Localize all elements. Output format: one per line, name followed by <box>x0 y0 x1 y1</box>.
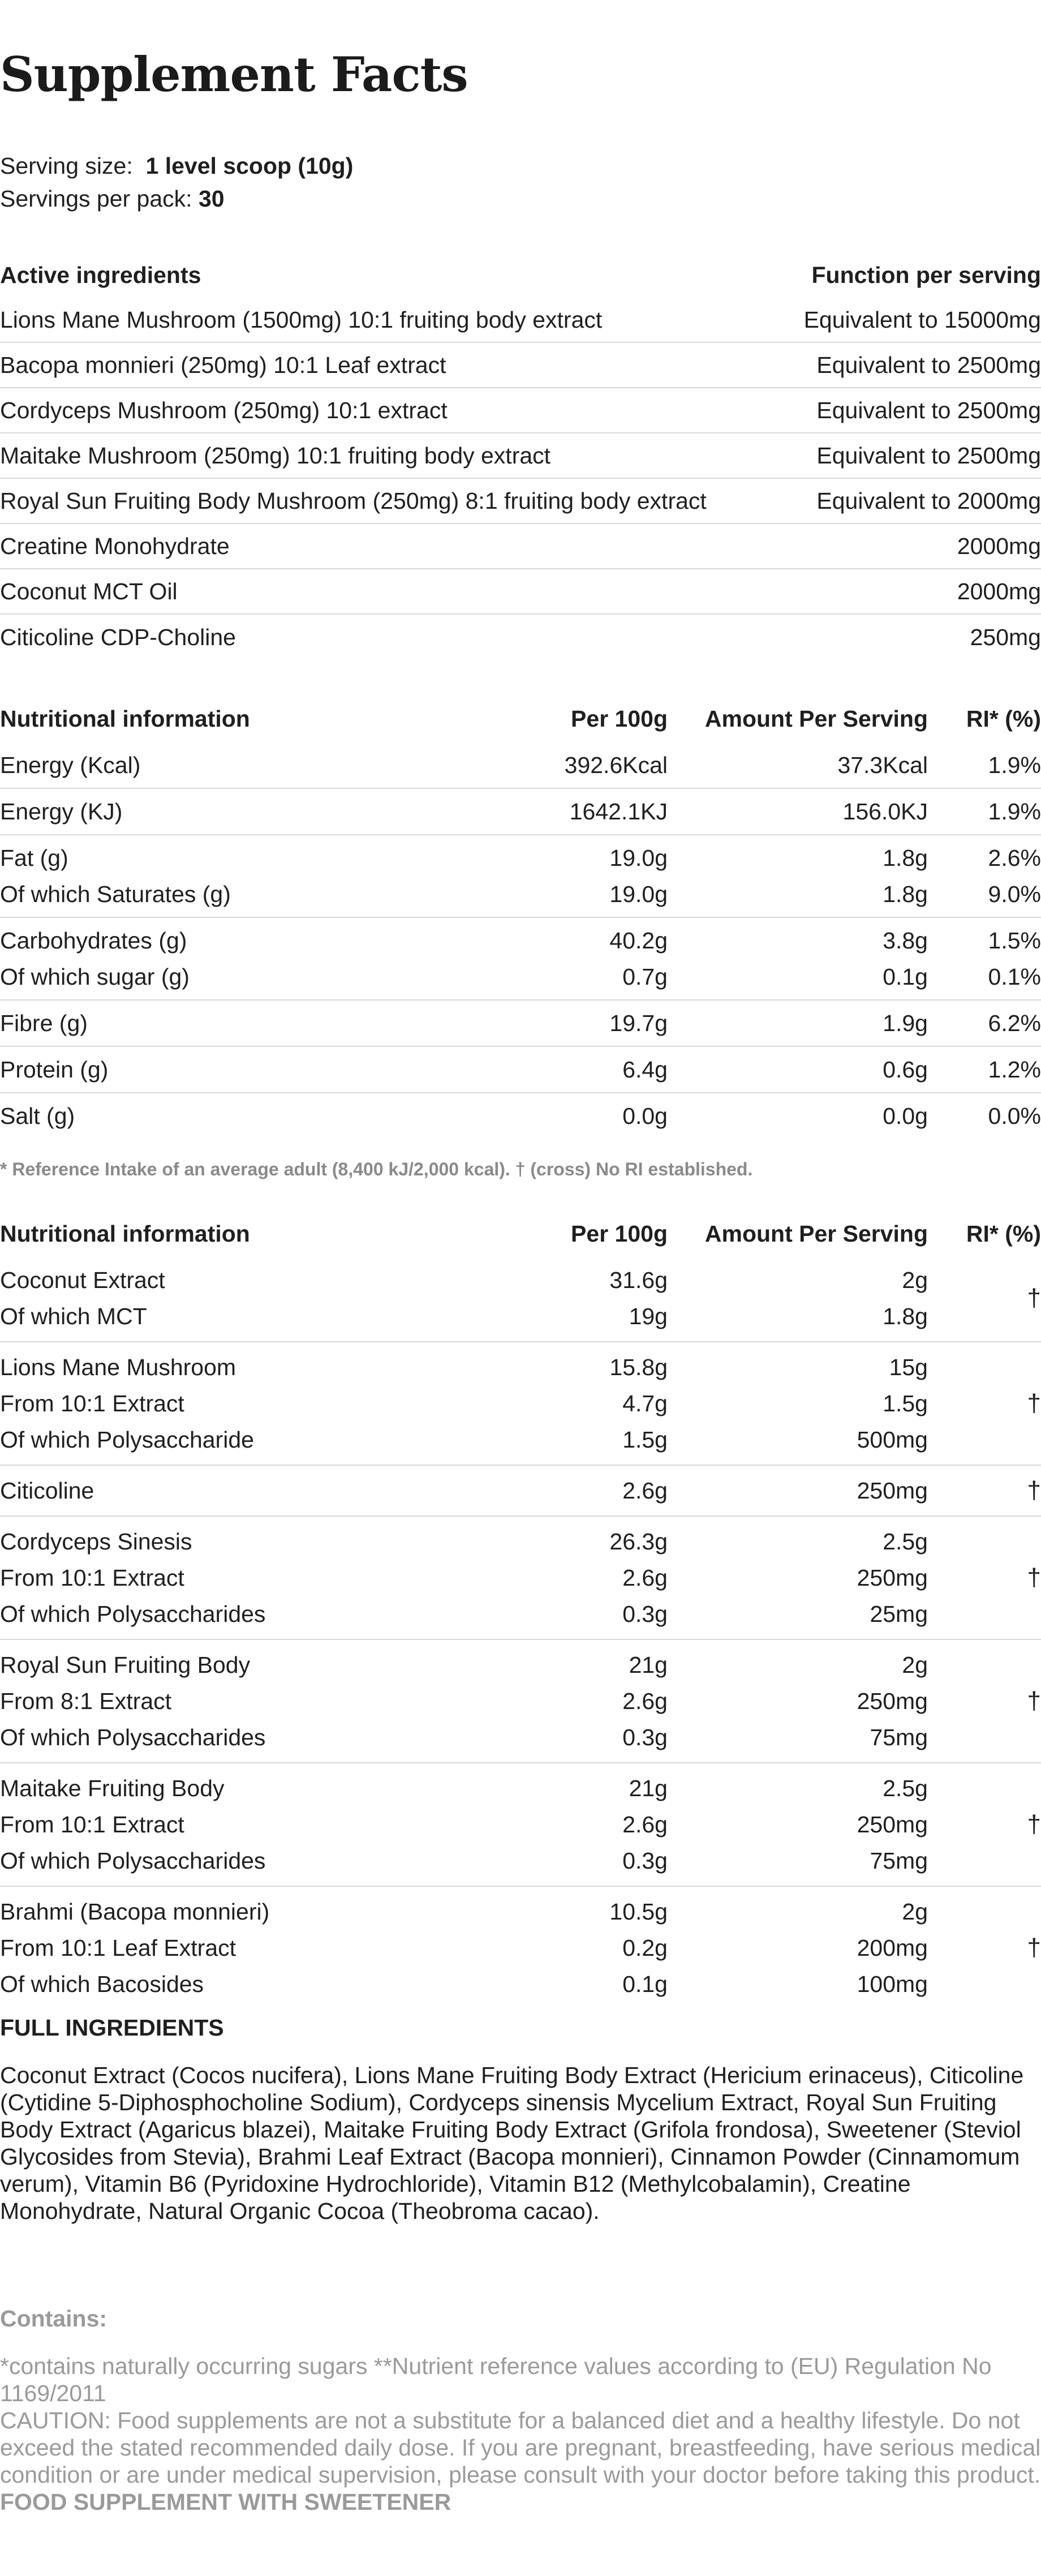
no-ri-dagger: † <box>1027 1476 1041 1504</box>
nutrition-row-group <box>0 1255 1041 1342</box>
nutrition-row <box>0 1683 1041 1719</box>
ingredient-name: Of which Polysaccharide <box>0 1426 254 1453</box>
no-ri-dagger: † <box>1027 1389 1041 1417</box>
no-ri-dagger: † <box>1027 1934 1041 1961</box>
ingredient-name: Lions Mane Mushroom (1500mg) 10:1 fruiting body extract <box>0 306 603 333</box>
nutrition-row <box>0 1806 1041 1843</box>
per-100g-value: 2.6g <box>622 1477 668 1504</box>
per-100g-value: 0.2g <box>622 1934 668 1961</box>
nutrition-row-group <box>0 1093 1041 1139</box>
nutrient-name: Energy (KJ) <box>0 798 123 825</box>
per-serving-value: 0.0g <box>883 1102 928 1129</box>
page-title: Supplement Facts <box>0 46 468 102</box>
per-100g-value: 1.5g <box>622 1426 668 1453</box>
ingredient-name: Maitake Fruiting Body <box>0 1775 225 1801</box>
per-100g-value: 19g <box>629 1303 668 1329</box>
ingredient-name: Royal Sun Fruiting Body Mushroom (250mg) 8:1 fruiting body extract <box>0 487 707 514</box>
ingredient-name: From 8:1 Extract <box>0 1688 172 1714</box>
per-100g-value: 26.3g <box>609 1528 668 1555</box>
ingredient-function: 250mg <box>970 624 1041 650</box>
contains-heading: Contains: <box>0 2305 107 2332</box>
nutrition-row <box>0 1005 1041 1041</box>
nutrient-name: Fat (g) <box>0 844 68 871</box>
no-ri-dagger: † <box>1027 1810 1041 1838</box>
per-serving-value: 1.9g <box>883 1010 928 1036</box>
per-serving-value: 0.1g <box>883 963 928 990</box>
nutrition-table-1-rows <box>0 742 1041 1139</box>
nutrition-row <box>0 922 1041 959</box>
per-serving-value: 37.3Kcal <box>837 752 928 778</box>
nutrition-row-group <box>0 1887 1041 2009</box>
active-ingredient-row <box>0 479 1041 524</box>
nutrition-row-group <box>0 918 1041 1001</box>
nutrition-row <box>0 959 1041 995</box>
nutrition-table-2-rows <box>0 1255 1041 2009</box>
nutrition-row <box>0 1930 1041 1966</box>
nutrition-row <box>0 1051 1041 1088</box>
no-ri-dagger: † <box>1027 1564 1041 1591</box>
nutrition-row <box>0 1349 1041 1385</box>
per-100g-value: 392.6Kcal <box>564 752 668 778</box>
nutrition-heading: Nutritional information <box>0 1220 250 1247</box>
nutrition-row <box>0 1966 1041 2002</box>
serving-size-value: 1 level scoop (10g) <box>145 153 354 179</box>
ingredient-name: Cordyceps Mushroom (250mg) 10:1 extract <box>0 397 448 423</box>
per-100g-value: 0.3g <box>622 1600 668 1627</box>
active-ingredient-row <box>0 343 1041 388</box>
nutrition-row <box>0 1560 1041 1596</box>
per-serving-value: 15g <box>889 1354 928 1380</box>
ingredient-name: From 10:1 Extract <box>0 1811 184 1837</box>
nutrient-name: Fibre (g) <box>0 1010 88 1036</box>
ingredient-name: Citicoline <box>0 1477 94 1504</box>
ri-value: 2.6% <box>988 844 1041 871</box>
ingredient-name: From 10:1 Extract <box>0 1564 184 1591</box>
per-100g-value: 15.8g <box>609 1354 668 1380</box>
ingredient-function: Equivalent to 15000mg <box>803 306 1041 333</box>
servings-per-pack <box>0 182 353 215</box>
ri-heading: RI* (%) <box>966 1220 1041 1247</box>
per-100g-value: 0.3g <box>622 1847 668 1874</box>
ri-value: 1.9% <box>988 798 1041 825</box>
ingredient-function: Equivalent to 2500mg <box>816 442 1041 469</box>
per-serving-value: 500mg <box>857 1426 928 1453</box>
nutrition-row <box>0 1385 1041 1422</box>
nutrition-heading: Nutritional information <box>0 705 250 732</box>
ingredient-function: Equivalent to 2500mg <box>816 351 1041 378</box>
per-100g-value: 40.2g <box>609 927 668 954</box>
per-serving-value: 3.8g <box>883 927 928 954</box>
ingredient-function: Equivalent to 2000mg <box>816 487 1041 514</box>
ri-value: 0.1% <box>988 963 1041 990</box>
ingredient-name: Of which Polysaccharides <box>0 1600 266 1627</box>
serving-size <box>0 149 353 182</box>
ri-value: 0.0% <box>988 1102 1041 1129</box>
nutrition-row <box>0 1647 1041 1683</box>
per-serving-value: 75mg <box>870 1847 928 1874</box>
per-serving-value: 250mg <box>857 1688 928 1714</box>
per-serving-value: 1.8g <box>883 1303 928 1329</box>
ingredient-name: Coconut Extract <box>0 1266 165 1293</box>
per-serving-value: 100mg <box>857 1970 928 1997</box>
nutrition-row-group <box>0 1640 1041 1763</box>
ingredient-name: Cordyceps Sinesis <box>0 1528 192 1555</box>
per-100g-value: 2.6g <box>622 1564 668 1591</box>
nutrition-table-1-header <box>0 702 1041 736</box>
nutrient-name: Of which Saturates (g) <box>0 881 231 907</box>
ingredient-function: Equivalent to 2500mg <box>816 397 1041 423</box>
per-100g-heading: Per 100g <box>571 1220 668 1247</box>
caution-body: CAUTION: Food supplements are not a substitute for a balanced diet and a healthy lifestyle. Do not exceed the stated recommended daily dose. If you are pregnant, breastfeeding, have serious medical condition or are under medical supervision, please consult with your doctor before taking this product. <box>0 2407 1041 2488</box>
serving-info <box>0 149 353 215</box>
nutrition-row <box>0 747 1041 783</box>
ri-value: 9.0% <box>988 881 1041 907</box>
nutrition-row-group <box>0 1342 1041 1466</box>
per-serving-value: 200mg <box>857 1934 928 1961</box>
nutrition-row <box>0 1523 1041 1560</box>
per-100g-value: 10.5g <box>609 1898 668 1925</box>
per-serving-value: 250mg <box>857 1811 928 1837</box>
per-100g-value: 0.3g <box>622 1724 668 1750</box>
ingredient-name: Citicoline CDP-Choline <box>0 624 236 650</box>
active-ingredient-row <box>0 569 1041 615</box>
nutrition-row-group <box>0 835 1041 918</box>
nutrition-table-1 <box>0 702 1041 1180</box>
ri-value: 1.5% <box>988 927 1041 954</box>
amount-per-serving-heading: Amount Per Serving <box>704 1220 928 1247</box>
nutrition-row <box>0 1098 1041 1134</box>
ingredient-name: Of which MCT <box>0 1303 147 1329</box>
nutrition-row <box>0 1596 1041 1632</box>
sugar-notes: *contains naturally occurring sugars **Nutrient reference values according to (EU) Regulation No 1169/2011 <box>0 2353 992 2406</box>
nutrition-row-group <box>0 1047 1041 1093</box>
per-serving-value: 250mg <box>857 1477 928 1504</box>
serving-size-label: Serving size: <box>0 153 133 179</box>
per-serving-value: 25mg <box>870 1600 928 1627</box>
nutrition-table-2-header <box>0 1217 1041 1251</box>
active-ingredients-header <box>0 258 1041 292</box>
per-100g-value: 21g <box>629 1651 668 1678</box>
active-ingredient-rows <box>0 298 1041 660</box>
ingredient-name: Of which Polysaccharides <box>0 1847 266 1874</box>
per-serving-value: 0.6g <box>883 1056 928 1083</box>
per-serving-value: 1.5g <box>883 1390 928 1416</box>
per-100g-value: 19.7g <box>609 1010 668 1036</box>
reference-intake-footnote: * Reference Intake of an average adult (8,400 kJ/2,000 kcal). † (cross) No RI established. <box>0 1159 753 1179</box>
nutrition-row <box>0 793 1041 830</box>
active-ingredient-row <box>0 615 1041 660</box>
per-100g-value: 19.0g <box>609 881 668 907</box>
nutrition-row <box>0 1262 1041 1298</box>
ingredient-name: Coconut MCT Oil <box>0 578 178 604</box>
active-ingredients-heading: Active ingredients <box>0 261 201 288</box>
ri-heading: RI* (%) <box>966 705 1041 732</box>
per-100g-value: 0.7g <box>622 963 668 990</box>
ingredient-name: Bacopa monnieri (250mg) 10:1 Leaf extract <box>0 351 446 378</box>
per-serving-value: 2g <box>902 1266 928 1293</box>
per-100g-value: 0.1g <box>622 1970 668 1997</box>
per-serving-value: 2g <box>902 1898 928 1925</box>
full-ingredients-text: Coconut Extract (Cocos nucifera), Lions Mane Fruiting Body Extract (Hericium erinaceus), Citicoline (Cytidine 5-Diphosphocholine Sodium), Cordyceps sinensis Mycelium Extract, Royal Sun Fruiting Body Extract (Agaricus blazei), Maitake Fruiting Body Extract (Grifola frondosa), Sweetener (Steviol Glycosides from Stevia), Brahmi Leaf Extract (Bacopa monnieri), Cinnamon Powder (Cinnamomum verum), Vitamin B6 (Pyridoxine Hydrochloride), Vitamin B12 (Methylcobalamin), Creatine Monohydrate, Natural Organic Cocoa (Theobroma cacao). <box>0 2062 1024 2224</box>
contains-section <box>0 2305 1041 2515</box>
active-ingredient-row <box>0 524 1041 569</box>
active-ingredient-row <box>0 298 1041 343</box>
nutrition-row <box>0 1894 1041 1930</box>
nutrient-name: Protein (g) <box>0 1056 109 1083</box>
nutrition-table-2 <box>0 1217 1041 2009</box>
nutrient-name: Salt (g) <box>0 1102 75 1129</box>
ri-value: 1.9% <box>988 752 1041 778</box>
per-100g-value: 21g <box>629 1775 668 1801</box>
nutrition-row-group <box>0 789 1041 835</box>
full-ingredients-heading: FULL INGREDIENTS <box>0 2015 224 2041</box>
nutrition-row-group <box>0 1466 1041 1517</box>
caution-text <box>0 2407 1041 2515</box>
nutrition-row <box>0 840 1041 876</box>
nutrient-name: Of which sugar (g) <box>0 963 190 990</box>
amount-per-serving-heading: Amount Per Serving <box>704 705 928 732</box>
per-serving-value: 156.0KJ <box>842 798 928 825</box>
nutrient-name: Energy (Kcal) <box>0 752 141 778</box>
per-100g-value: 4.7g <box>622 1390 668 1416</box>
nutrition-row-group <box>0 1001 1041 1047</box>
nutrition-row <box>0 1472 1041 1509</box>
nutrition-row <box>0 1719 1041 1755</box>
no-ri-dagger: † <box>1027 1687 1041 1715</box>
per-serving-value: 250mg <box>857 1564 928 1591</box>
nutrition-row <box>0 876 1041 912</box>
per-100g-value: 6.4g <box>622 1056 668 1083</box>
per-serving-value: 1.8g <box>883 844 928 871</box>
per-100g-value: 19.0g <box>609 844 668 871</box>
ingredient-name: Lions Mane Mushroom <box>0 1354 236 1380</box>
per-100g-value: 2.6g <box>622 1688 668 1714</box>
per-serving-value: 2.5g <box>883 1528 928 1555</box>
per-100g-value: 2.6g <box>622 1811 668 1837</box>
ingredient-name: From 10:1 Extract <box>0 1390 184 1416</box>
ingredient-name: Of which Polysaccharides <box>0 1724 266 1750</box>
food-supplement-label: FOOD SUPPLEMENT WITH SWEETENER <box>0 2489 451 2515</box>
nutrient-name: Carbohydrates (g) <box>0 927 187 954</box>
nutrition-row <box>0 1843 1041 1879</box>
ri-value: 1.2% <box>988 1056 1041 1083</box>
active-ingredient-row <box>0 388 1041 433</box>
per-serving-value: 1.8g <box>883 881 928 907</box>
per-100g-value: 31.6g <box>609 1266 668 1293</box>
per-serving-value: 2g <box>902 1651 928 1678</box>
ingredient-name: From 10:1 Leaf Extract <box>0 1934 236 1961</box>
no-ri-dagger: † <box>1027 1284 1041 1312</box>
ingredient-name: Brahmi (Bacopa monnieri) <box>0 1898 270 1925</box>
per-serving-value: 2.5g <box>883 1775 928 1801</box>
nutrition-row-group <box>0 1763 1041 1887</box>
ingredient-name: Of which Bacosides <box>0 1970 204 1997</box>
servings-per-pack-label: Servings per pack: <box>0 186 192 212</box>
per-100g-heading: Per 100g <box>571 705 668 732</box>
per-100g-value: 0.0g <box>622 1102 668 1129</box>
per-100g-value: 1642.1KJ <box>569 798 668 825</box>
ri-value: 6.2% <box>988 1010 1041 1036</box>
nutrition-row-group <box>0 1517 1041 1640</box>
ingredient-name: Maitake Mushroom (250mg) 10:1 fruiting body extract <box>0 442 551 469</box>
active-ingredients-table <box>0 258 1041 660</box>
nutrition-row <box>0 1298 1041 1334</box>
ingredient-function: 2000mg <box>957 578 1041 604</box>
active-ingredient-row <box>0 433 1041 479</box>
ingredient-name: Royal Sun Fruiting Body <box>0 1651 251 1678</box>
ingredient-function: 2000mg <box>957 533 1041 559</box>
servings-per-pack-value: 30 <box>198 186 225 212</box>
full-ingredients-section <box>0 2015 1041 2225</box>
function-per-serving-heading: Function per serving <box>811 261 1041 288</box>
ingredient-name: Creatine Monohydrate <box>0 533 230 559</box>
nutrition-row <box>0 1422 1041 1458</box>
nutrition-row <box>0 1770 1041 1806</box>
nutrition-row-group <box>0 742 1041 789</box>
per-serving-value: 75mg <box>870 1724 928 1750</box>
